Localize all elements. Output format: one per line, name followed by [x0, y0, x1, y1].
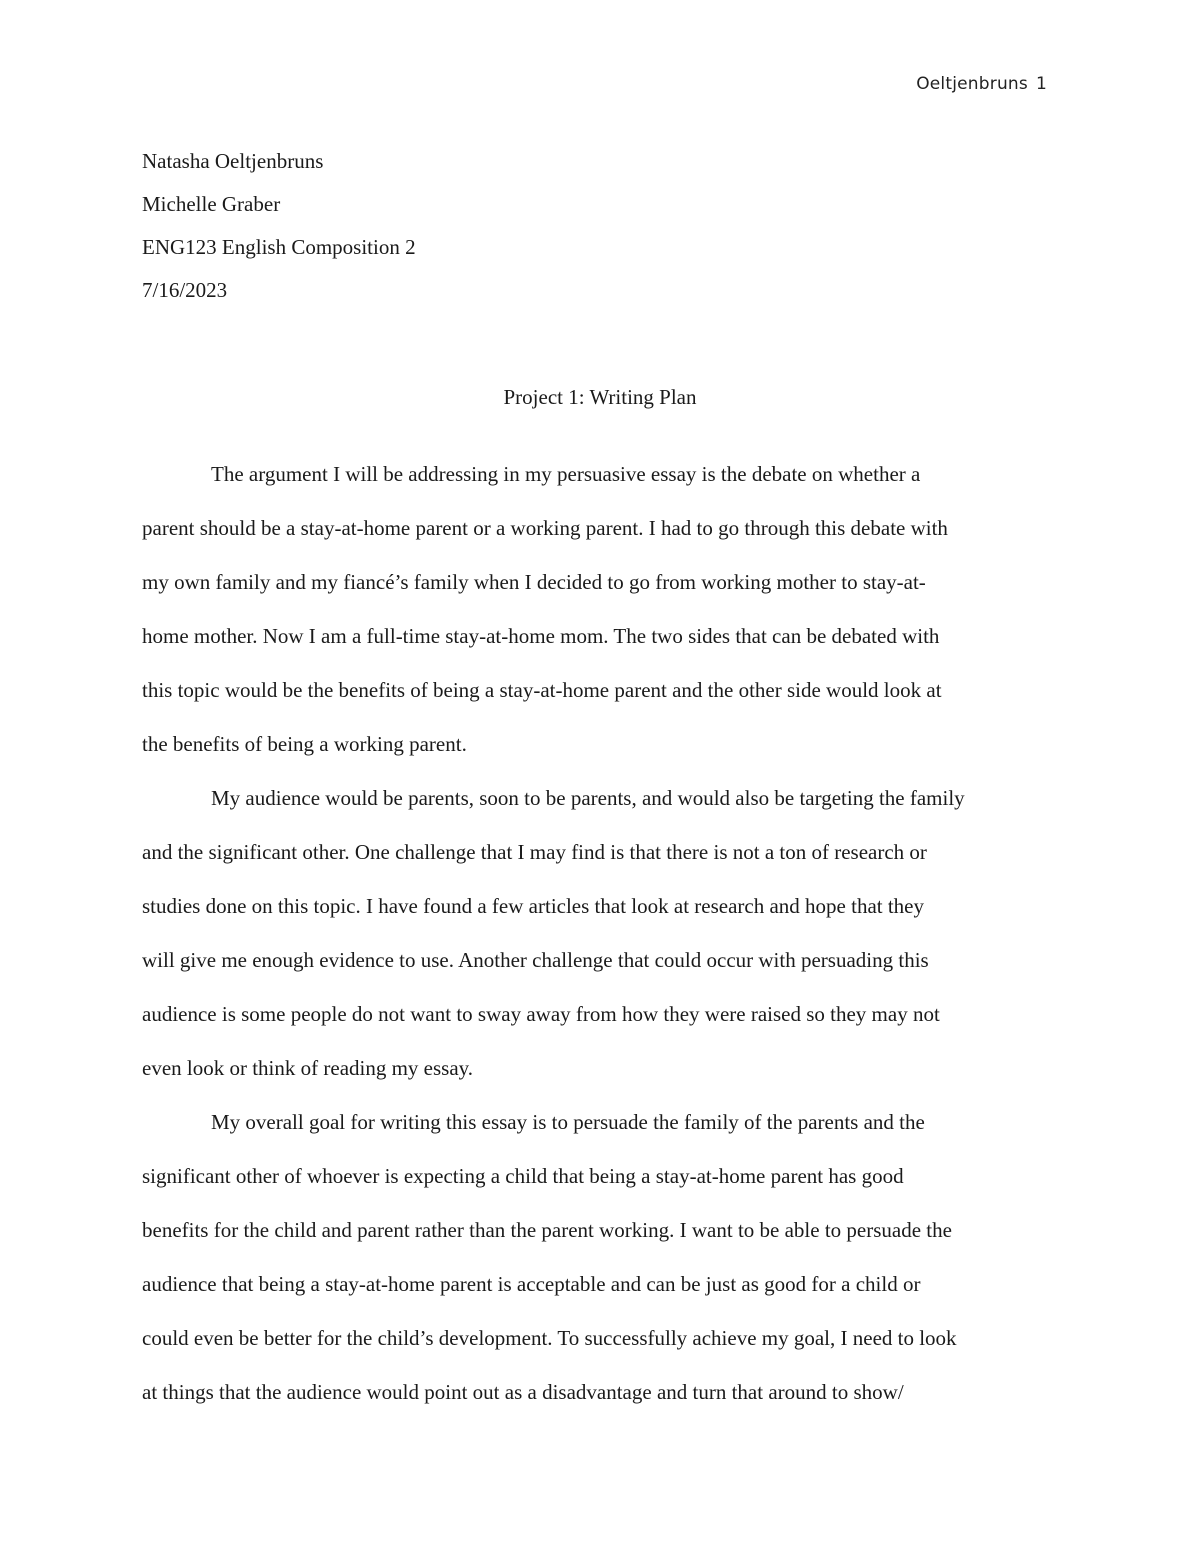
paragraph-line: benefits for the child and parent rather than the parent working. I want to be able to persuade the	[142, 1218, 952, 1242]
mla-heading	[142, 140, 416, 312]
paragraph-line: parent should be a stay-at-home parent or a working parent. I had to go through this debate with	[142, 516, 948, 540]
student-name: Natasha Oeltjenbruns	[142, 149, 324, 173]
paragraph-line: My audience would be parents, soon to be parents, and would also be targeting the family	[211, 786, 965, 810]
paragraph-3	[142, 1095, 1060, 1419]
paragraph-line: could even be better for the child’s development. To successfully achieve my goal, I need to look	[142, 1326, 957, 1350]
paragraph-line: even look or think of reading my essay.	[142, 1056, 474, 1080]
submission-date: 7/16/2023	[142, 278, 228, 302]
paragraph-line: studies done on this topic. I have found a few articles that look at research and hope that they	[142, 894, 925, 918]
running-header	[916, 74, 1047, 94]
paragraph-line: significant other of whoever is expecting a child that being a stay-at-home parent has good	[142, 1164, 904, 1188]
paragraph-1	[142, 447, 1060, 771]
paragraph-line: audience that being a stay-at-home parent is acceptable and can be just as good for a child or	[142, 1272, 921, 1296]
paragraph-line: the benefits of being a working parent.	[142, 732, 467, 756]
paragraph-line: will give me enough evidence to use. Another challenge that could occur with persuading this	[142, 948, 929, 972]
paragraph-line: and the significant other. One challenge that I may find is that there is not a ton of research or	[142, 840, 927, 864]
paragraph-line: my own family and my fiancé’s family when I decided to go from working mother to stay-at-	[142, 570, 926, 594]
paragraph-line: this topic would be the benefits of being a stay-at-home parent and the other side would look at	[142, 678, 942, 702]
paragraph-line: home mother. Now I am a full-time stay-at-home mom. The two sides that can be debated with	[142, 624, 940, 648]
course-name: ENG123 English Composition 2	[142, 235, 416, 259]
paragraph-2	[142, 771, 1060, 1095]
paragraph-line: My overall goal for writing this essay is to persuade the family of the parents and the	[211, 1110, 925, 1134]
paragraph-line: The argument I will be addressing in my persuasive essay is the debate on whether a	[211, 462, 921, 486]
instructor-name: Michelle Graber	[142, 192, 281, 216]
header-page-number: 1	[1035, 74, 1047, 94]
document-title: Project 1: Writing Plan	[503, 385, 697, 409]
header-author-surname: Oeltjenbruns	[916, 74, 1028, 94]
paragraph-line: at things that the audience would point out as a disadvantage and turn that around to show/	[142, 1380, 904, 1404]
document-body	[142, 447, 1060, 1419]
paragraph-line: audience is some people do not want to sway away from how they were raised so they may not	[142, 1002, 940, 1026]
